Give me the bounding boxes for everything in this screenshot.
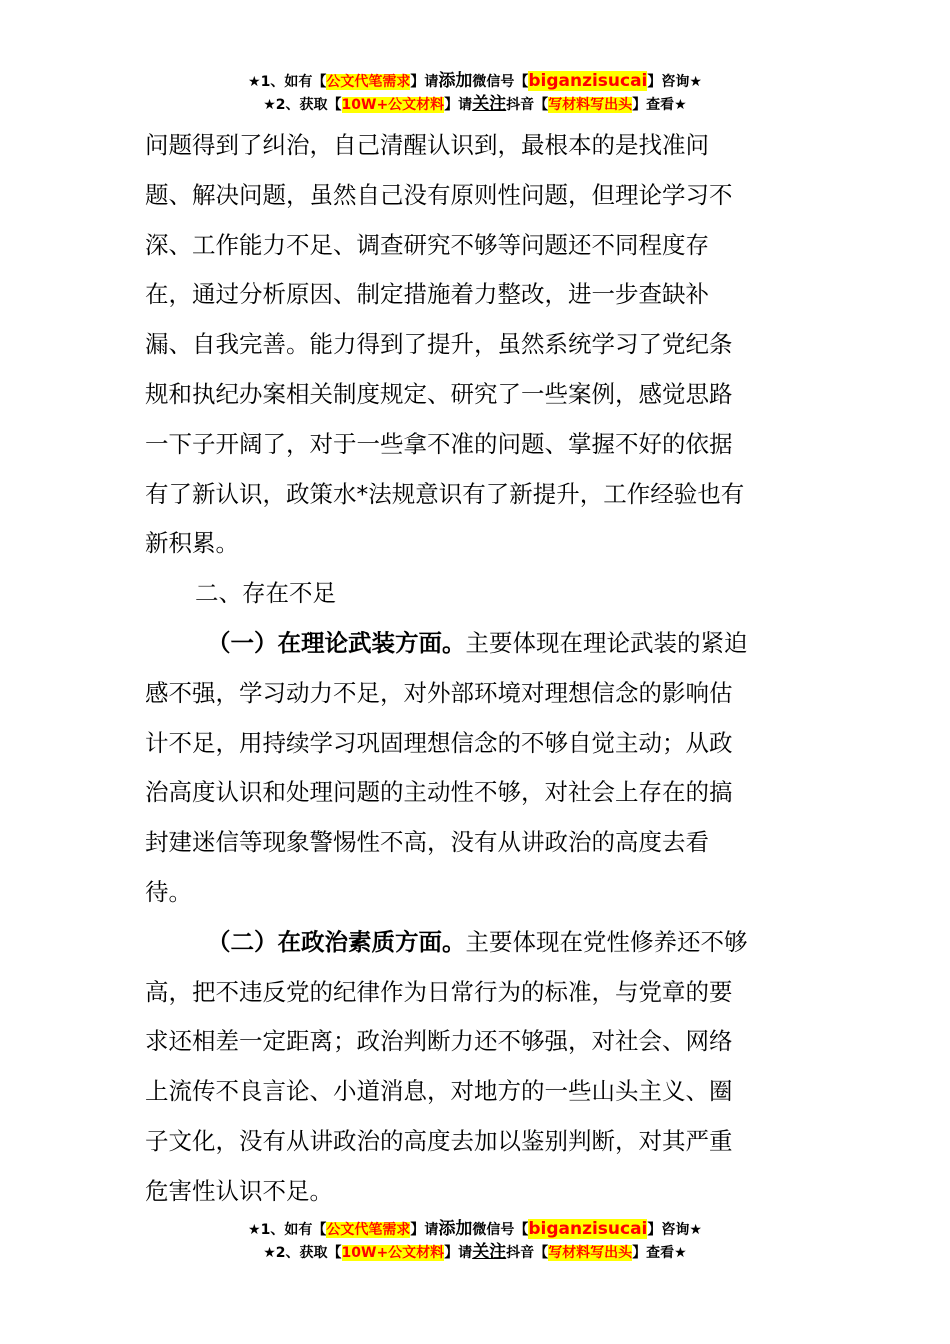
promo-highlight: 公文代笔需求: [326, 1222, 411, 1238]
subsection-lead: （二）在政治素质方面。: [207, 927, 466, 956]
section-heading: 二、存在不足: [195, 579, 336, 608]
promo-emphasis: 关注: [472, 1242, 507, 1262]
subsection-lead: （一）在理论武装方面。: [207, 628, 466, 657]
promo-line-1: [0, 70, 950, 93]
promo-douyin-id: 写材料写出头: [548, 97, 633, 113]
promo-line-2: [0, 1241, 950, 1264]
promo-text: ★1、如有【: [248, 74, 327, 90]
promo-emphasis: 添加: [438, 71, 473, 91]
text-line: [145, 918, 805, 968]
text-line: 上流传不良言论、小道消息，对地方的一些山头主义、圈: [145, 1077, 733, 1106]
promo-text: 】咨询★: [647, 1222, 702, 1238]
text-line: 在，通过分析原因、制定措施着力整改，进一步查缺补: [145, 280, 709, 309]
promo-text: ★2、获取【: [263, 97, 342, 113]
text-line: 漏、自我完善。能力得到了提升，虽然系统学习了党纪条: [145, 330, 733, 359]
promo-text: 微信号【: [472, 1222, 529, 1238]
promo-text: 微信号【: [472, 74, 529, 90]
text-line: 有了新认识，政策水*法规意识有了新提升，工作经验也有: [145, 479, 745, 508]
promo-line-2: [0, 93, 950, 116]
text-line: [145, 619, 805, 669]
promo-wechat-id: biganzisucai: [528, 1219, 648, 1239]
text-line: 高，把不违反党的纪律作为日常行为的标准，与党章的要: [145, 977, 733, 1006]
promo-text: ★2、获取【: [263, 1245, 342, 1261]
promo-text: 抖音【: [506, 1245, 549, 1261]
subsection-theory: [145, 619, 805, 918]
promo-line-1: [0, 1218, 950, 1241]
document-body: [145, 121, 805, 1217]
promo-emphasis: 添加: [438, 1219, 473, 1239]
text-line: 一下子开阔了，对于一些拿不准的问题、掌握不好的依据: [145, 429, 733, 458]
text-line: 子文化，没有从讲政治的高度去加以鉴别判断，对其严重: [145, 1126, 733, 1155]
promo-text: 】请: [410, 74, 439, 90]
promo-text: 】请: [444, 97, 473, 113]
promo-text: 】咨询★: [647, 74, 702, 90]
text-line: 封建迷信等现象警惕性不高，没有从讲政治的高度去看: [145, 828, 709, 857]
text-line: 深、工作能力不足、调查研究不够等问题还不同程度存: [145, 230, 709, 259]
promo-text: 】请: [444, 1245, 473, 1261]
promo-text: 】查看★: [632, 97, 687, 113]
promo-highlight: 10W+公文材料: [341, 1245, 445, 1261]
text-run: 主要体现在理论武装的紧迫: [465, 628, 748, 657]
text-line: 新积累。: [145, 529, 239, 558]
text-line: 危害性认识不足。: [145, 1176, 333, 1205]
promo-text: 抖音【: [506, 97, 549, 113]
header-promo-banner: [0, 70, 950, 116]
text-line: 感不强，学习动力不足，对外部环境对理想信念的影响估: [145, 678, 733, 707]
text-line: 问题得到了纠治，自己清醒认识到，最根本的是找准问: [145, 131, 709, 159]
promo-highlight: 10W+公文材料: [341, 97, 445, 113]
text-line: 计不足，用持续学习巩固理想信念的不够自觉主动；从政: [145, 728, 733, 757]
text-run: 主要体现在党性修养还不够: [465, 927, 748, 956]
promo-emphasis: 关注: [472, 94, 507, 114]
promo-wechat-id: biganzisucai: [528, 71, 648, 91]
paragraph-continued: [145, 121, 805, 569]
promo-text: 】查看★: [632, 1245, 687, 1261]
text-line: 治高度认识和处理问题的主动性不够，对社会上存在的搞: [145, 778, 733, 807]
subsection-political: [145, 918, 805, 1217]
promo-text: 】请: [410, 1222, 439, 1238]
text-line: 待。: [145, 877, 192, 906]
promo-douyin-id: 写材料写出头: [548, 1245, 633, 1261]
text-line: 求还相差一定距离；政治判断力还不够强，对社会、网络: [145, 1027, 733, 1056]
footer-promo-banner: [0, 1218, 950, 1264]
text-line: 题、解决问题，虽然自己没有原则性问题，但理论学习不: [145, 180, 733, 209]
text-line: 规和执纪办案相关制度规定、研究了一些案例，感觉思路: [145, 379, 733, 408]
promo-highlight: 公文代笔需求: [326, 74, 411, 90]
promo-text: ★1、如有【: [248, 1222, 327, 1238]
